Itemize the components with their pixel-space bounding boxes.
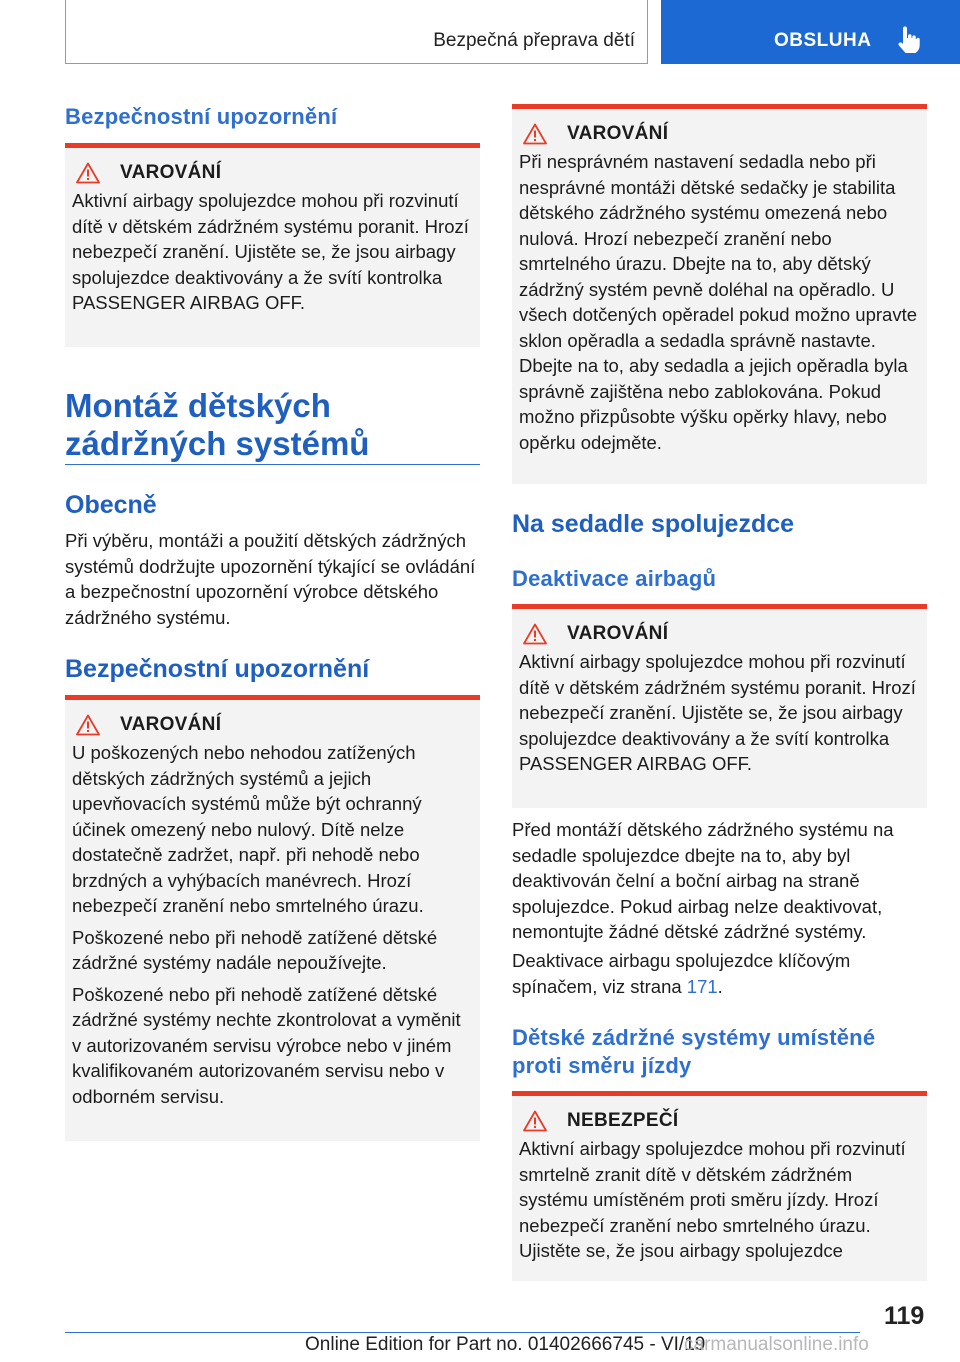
warning-triangle-icon: [76, 162, 100, 184]
pointing-hand-icon: [897, 26, 921, 54]
danger-title: NEBEZPEČÍ: [567, 1110, 679, 1131]
body-paragraph-reference: [512, 948, 927, 999]
reference-text: Deaktivace airbagu spolujezdce klíčovým spínačem, viz strana: [512, 950, 851, 997]
page-link[interactable]: 171: [686, 975, 718, 997]
header-frame: [65, 0, 648, 64]
warning-title: VAROVÁNÍ: [120, 162, 222, 183]
safety-heading-1: Bezpečnostní upozornění: [65, 104, 338, 129]
danger-box: [512, 1091, 927, 1281]
body-paragraph: Před montáží dětského zádržného systému na sedadle spolujezdce dbejte na to, aby byl deaktivován čelní a boční airbag na straně spolujezdce. Pokud airbag nelze deaktivovat, nemontujte žádné dětské zádržné systémy.: [512, 819, 894, 942]
edition-text: Online Edition for Part no. 01402666745 - VI/19: [305, 1334, 706, 1355]
warning-box-3: [512, 104, 927, 484]
passenger-seat-heading: Na sedadle spolujezdce: [512, 510, 795, 538]
warning-box-4: [512, 604, 927, 808]
warning-box-1: [65, 143, 480, 347]
general-text: Při výběru, montáži a použití dětských zádržných systémů dodržujte upozornění týkající se ovládání a bezpečnostní upozornění výrobce dětského zádržného systému.: [65, 530, 476, 628]
safety-heading-2: Bezpečnostní upozornění: [65, 655, 370, 683]
warning-triangle-icon: [76, 714, 100, 736]
airbag-deactivation-heading: Deaktivace airbagů: [512, 566, 717, 591]
warning-triangle-icon: [523, 1110, 547, 1132]
warning-text: Aktivní airbagy spolujezdce mohou při rozvinutí dítě v dětském zádržném systému poranit. Hrozí nebezpečí zranění. Ujistěte se, že jsou airbagy spolujezdce deaktivovány a že svítí kontrolka PASSENGER AIRBAG OFF.: [519, 651, 916, 774]
section-tab[interactable]: [661, 0, 960, 64]
page-number: 119: [884, 1302, 925, 1330]
footer-rule: [65, 1332, 860, 1333]
warning-text: Při nesprávném nastavení sedadla nebo při nesprávné montáži dětské sedačky je stabilita dětského zádržného systému omezená nebo nulová. Hrozí nebezpečí zranění nebo smrtelného úrazu. Dbejte na to, aby dětský zádržný systém pevně doléhal na opěradlo. U všech dotčených opěradel pokud možno upravte sklon opěradla a sedadla správně nastavte. Dbejte na to, aby sedadla a jejich opěradla byla správně zajištěna nebo zablokována. Pokud možno přizpůsobte výšku opěrky hlavy, nebo opěrku odejměte.: [519, 151, 918, 453]
heading-rule: [65, 464, 480, 465]
warning-title: VAROVÁNÍ: [567, 123, 669, 144]
warning-paragraph: Poškozené nebo při nehodě zatížené dětské zádržné systémy nechte zkontrolovat a vyměnit v autorizovaném servisu výrobce nebo v jiném kvalifikovaném autorizovaném servisu nebo v odborném servisu.: [72, 983, 461, 1107]
watermark: carmanualsonline.info: [684, 1334, 869, 1355]
reference-suffix: .: [717, 975, 723, 997]
warning-text: Aktivní airbagy spolujezdce mohou při rozvinutí dítě v dětském zádržném systému poranit. Hrozí nebezpečí zranění. Ujistěte se, že jsou airbagy spolujezdce deaktivovány a že svítí kontrolka PASSENGER AIRBAG OFF.: [72, 190, 469, 313]
warning-triangle-icon: [523, 123, 547, 145]
warning-triangle-icon: [523, 623, 547, 645]
warning-title: VAROVÁNÍ: [120, 714, 222, 735]
section-label: OBSLUHA: [774, 30, 872, 51]
warning-paragraph: Poškozené nebo při nehodě zatížené dětské zádržné systémy nadále nepoužívejte.: [72, 926, 438, 973]
rear-facing-heading: Dětské zádržné systémy umístěné proti směru jízdy: [512, 1025, 876, 1078]
warning-title: VAROVÁNÍ: [567, 623, 669, 644]
general-heading: Obecně: [65, 491, 157, 519]
warning-paragraph: U poškozených nebo nehodou zatížených dětských zádržných systémů a jejich upevňovacích systémů může být ochranný účinek omezený nebo nulový. Dítě nelze dostatečně zadržet, např. při nehodě nebo brzdných a vyhýbacích manévrech. Hrozí nebezpečí zranění nebo smrtelného úrazu.: [72, 742, 424, 916]
chapter-title: Bezpečná přeprava dětí: [433, 30, 635, 51]
main-heading: Montáž dětských zádržných systémů: [65, 387, 370, 462]
danger-text: Aktivní airbagy spolujezdce mohou při rozvinutí smrtelně zranit dítě v dětském zádržném systému umístěném proti směru jízdy. Hrozí nebezpečí zranění nebo smrtelného úrazu. Ujistěte se, že jsou airbagy spolujezdce: [519, 1138, 906, 1261]
warning-box-2: [65, 695, 480, 1141]
